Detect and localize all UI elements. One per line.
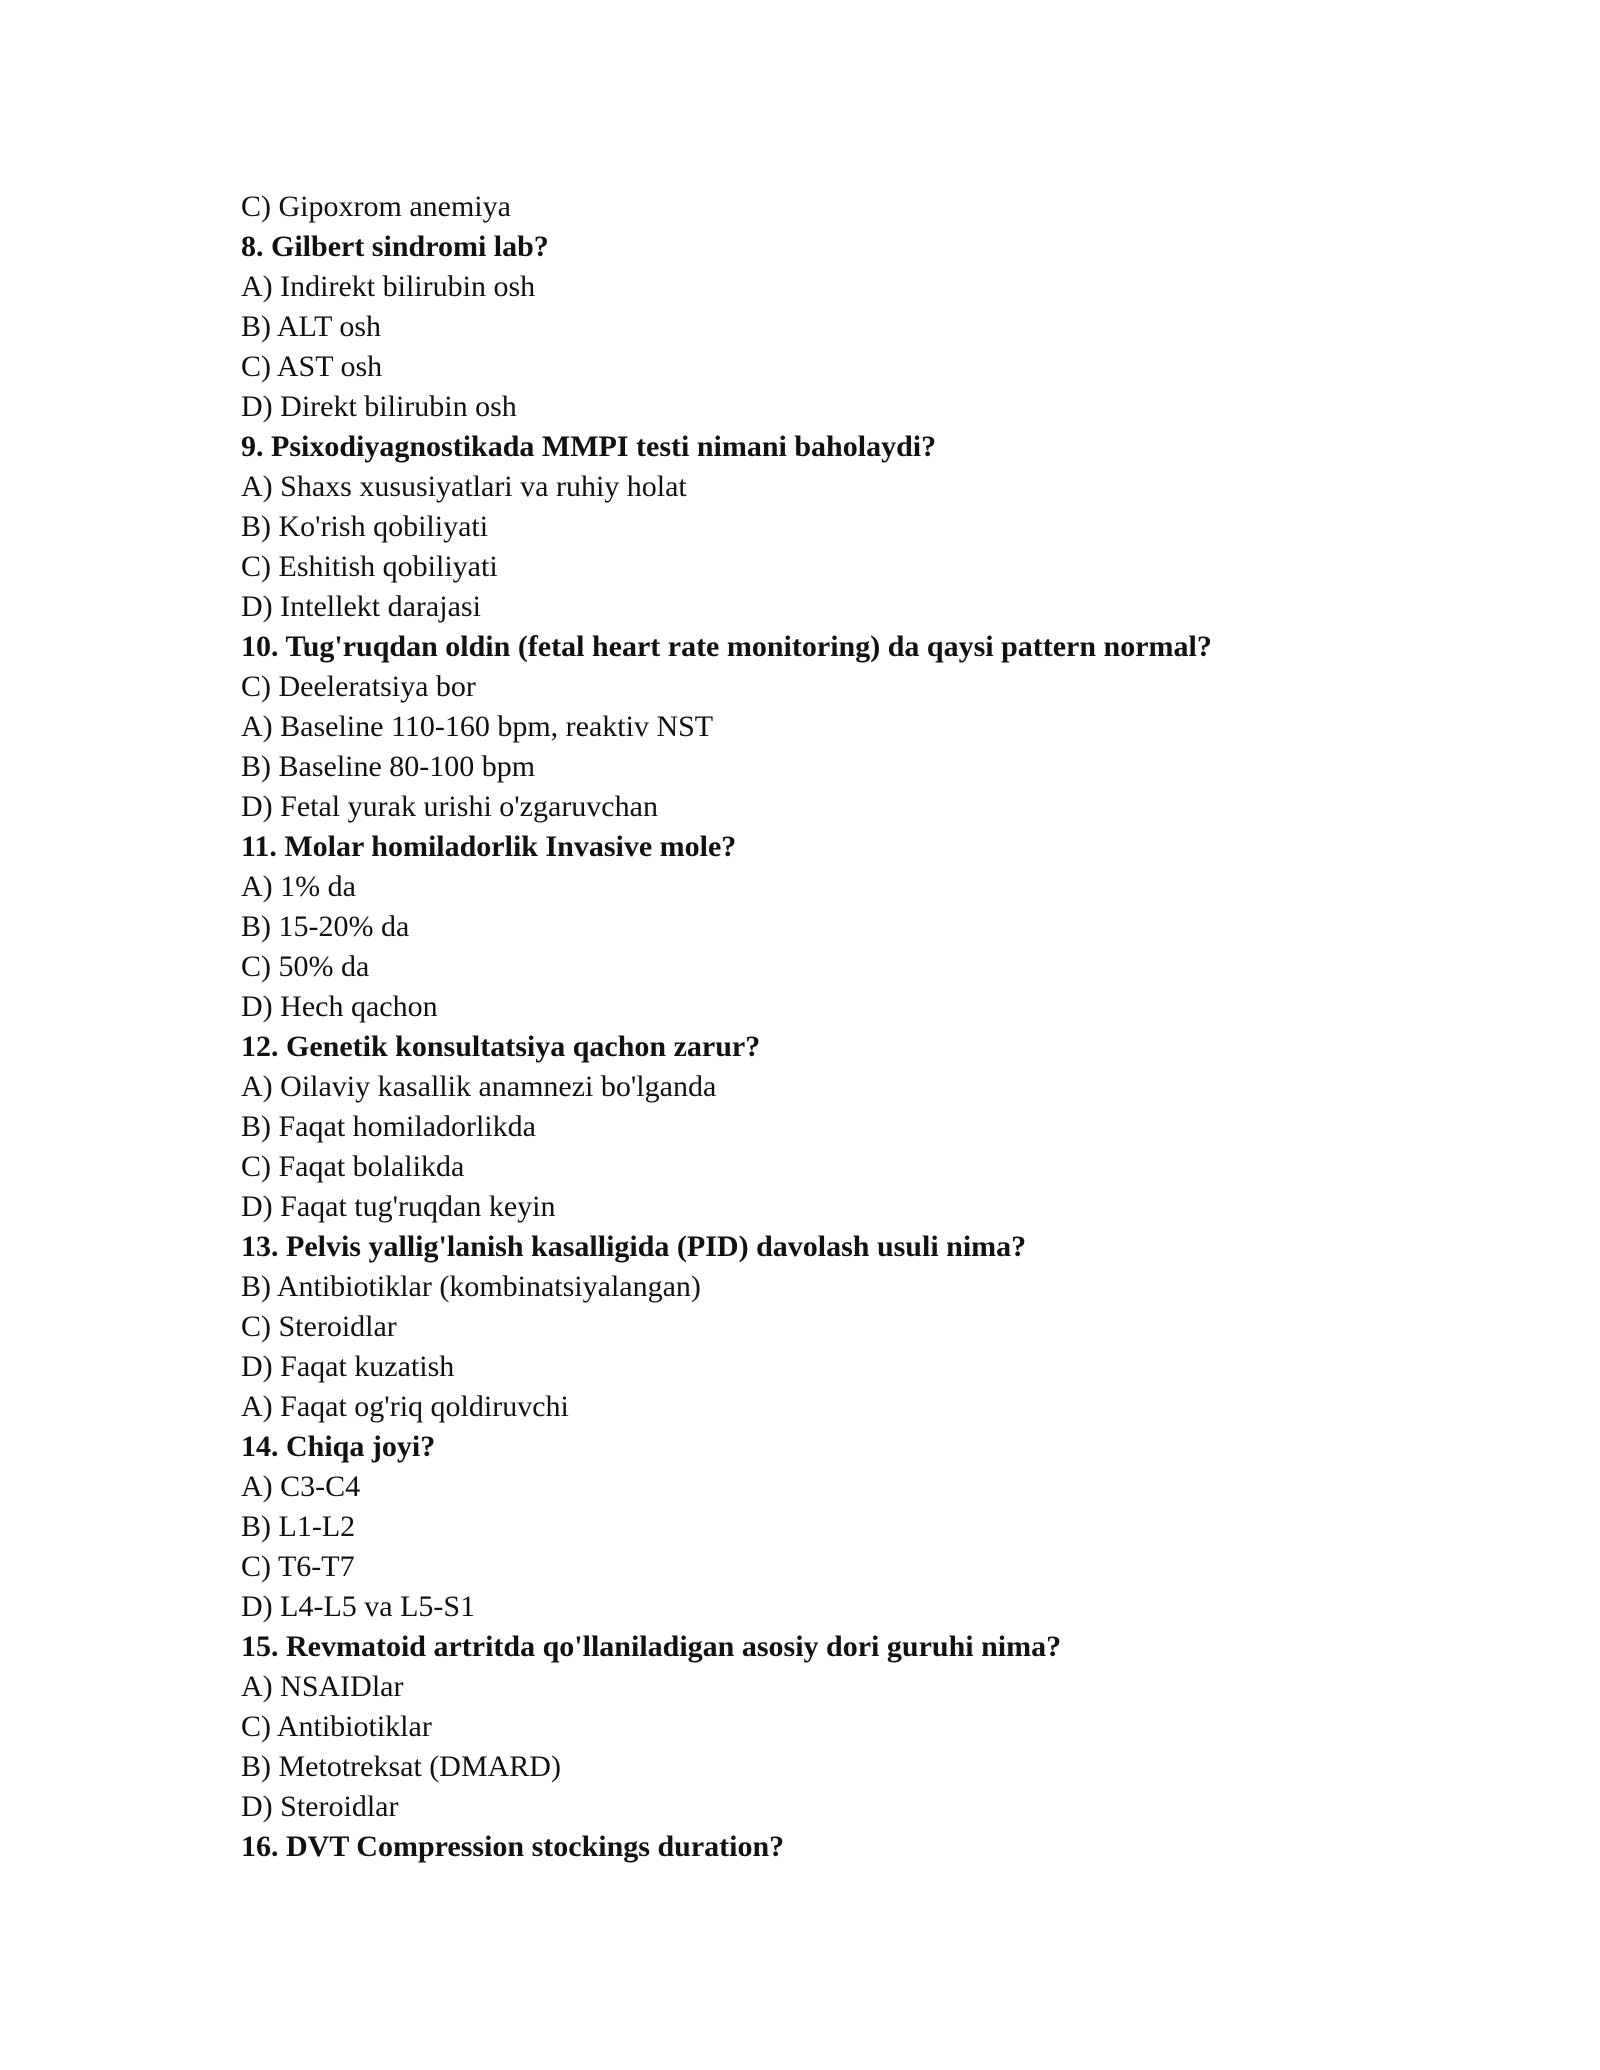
answer-option: C) Antibiotiklar <box>241 1710 432 1743</box>
answer-option: D) Hech qachon <box>241 990 438 1023</box>
answer-option: C) T6-T7 <box>241 1550 355 1583</box>
question-text: 13. Pelvis yallig'lanish kasalligida (PID) davolash usuli nima? <box>241 1230 1027 1263</box>
answer-option: A) Faqat og'riq qoldiruvchi <box>241 1390 569 1423</box>
answer-option: A) C3-C4 <box>241 1470 361 1503</box>
question-text: 11. Molar homiladorlik Invasive mole? <box>241 830 737 863</box>
answer-option: D) Direkt bilirubin osh <box>241 390 517 423</box>
question-text: 12. Genetik konsultatsiya qachon zarur? <box>241 1030 761 1063</box>
question-text: 14. Chiqa joyi? <box>241 1430 436 1463</box>
question-text: 16. DVT Compression stockings duration? <box>241 1830 785 1863</box>
document-body <box>241 187 1441 1867</box>
answer-option: A) Shaxs xususiyatlari va ruhiy holat <box>241 470 687 503</box>
answer-option: B) L1-L2 <box>241 1510 356 1543</box>
answer-option: D) L4-L5 va L5-S1 <box>241 1590 476 1623</box>
answer-option: A) Baseline 110-160 bpm, reaktiv NST <box>241 710 714 743</box>
answer-option: B) Ko'rish qobiliyati <box>241 510 489 543</box>
answer-option: D) Faqat kuzatish <box>241 1350 455 1383</box>
question-text: 8. Gilbert sindromi lab? <box>241 230 549 263</box>
answer-option: A) Oilaviy kasallik anamnezi bo'lganda <box>241 1070 717 1103</box>
answer-option: C) Eshitish qobiliyati <box>241 550 498 583</box>
answer-option: C) Steroidlar <box>241 1310 397 1343</box>
answer-option: B) Antibiotiklar (kombinatsiyalangan) <box>241 1270 701 1303</box>
answer-option: C) AST osh <box>241 350 383 383</box>
answer-option: A) Indirekt bilirubin osh <box>241 270 536 303</box>
answer-option: C) Gipoxrom anemiya <box>241 190 511 223</box>
answer-option: C) 50% da <box>241 950 370 983</box>
answer-option: A) NSAIDlar <box>241 1670 404 1703</box>
answer-option: D) Fetal yurak urishi o'zgaruvchan <box>241 790 658 823</box>
answer-option: C) Faqat bolalikda <box>241 1150 465 1183</box>
question-text: 10. Tug'ruqdan oldin (fetal heart rate monitoring) da qaysi pattern normal? <box>241 630 1212 663</box>
answer-option: B) ALT osh <box>241 310 382 343</box>
answer-option: B) Metotreksat (DMARD) <box>241 1750 561 1783</box>
answer-option: D) Intellekt darajasi <box>241 590 481 623</box>
answer-option: D) Steroidlar <box>241 1790 399 1823</box>
answer-option: A) 1% da <box>241 870 356 903</box>
answer-option: B) Baseline 80-100 bpm <box>241 750 536 783</box>
answer-option: C) Deeleratsiya bor <box>241 670 476 703</box>
answer-option: D) Faqat tug'ruqdan keyin <box>241 1190 556 1223</box>
question-text: 9. Psixodiyagnostikada MMPI testi nimani baholaydi? <box>241 430 937 463</box>
answer-option: B) 15-20% da <box>241 910 410 943</box>
question-text: 15. Revmatoid artritda qo'llaniladigan asosiy dori guruhi nima? <box>241 1630 1062 1663</box>
answer-option: B) Faqat homiladorlikda <box>241 1110 536 1143</box>
